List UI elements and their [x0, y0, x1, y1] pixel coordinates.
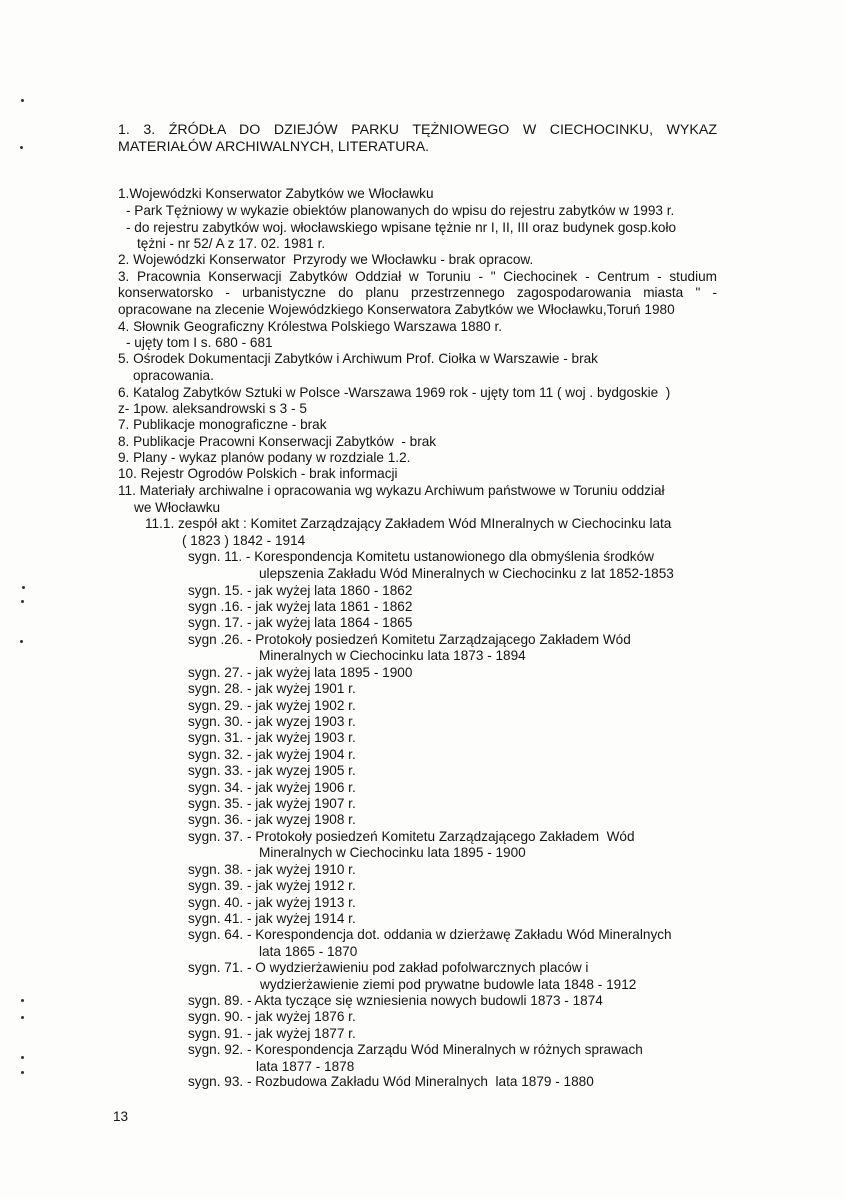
list-item: 7. Publikacje monograficzne - brak: [118, 417, 327, 432]
archive-entry-continuation: ulepszenia Zakładu Wód Mineralnych w Ciechocinku z lat 1852-1853: [259, 566, 674, 581]
list-item: 5. Ośrodek Dokumentacji Zabytków i Archiwum Prof. Ciołka w Warszawie - brak: [118, 351, 598, 366]
archive-entry: sygn. 38. - jak wyżej 1910 r.: [188, 862, 356, 877]
archive-entry: sygn. 90. - jak wyżej 1876 r.: [188, 1009, 356, 1024]
list-item: 10. Rejestr Ogrodów Polskich - brak informacji: [118, 466, 398, 481]
archive-entry: sygn .16. - jak wyżej lata 1861 - 1862: [188, 599, 413, 614]
archive-entry: sygn. 32. - jak wyżej 1904 r.: [188, 747, 356, 762]
archive-entry: sygn. 17. - jak wyżej lata 1864 - 1865: [188, 615, 413, 630]
list-item: 3. Pracownia Konserwacji Zabytków Oddział w Toruniu - " Ciechocinek - Centrum - studium: [118, 269, 717, 284]
scan-speck: [21, 1016, 24, 1019]
list-item: konserwatorsko - urbanistyczne do planu przestrzennego zagospodarowania miasta " -: [118, 285, 717, 300]
list-item: - do rejestru zabytków woj. włocławskiego wpisane tężnie nr I, II, III oraz budynek gosp.koło: [126, 220, 677, 235]
list-item: z- 1pow. aleksandrowski s 3 - 5: [118, 401, 307, 416]
list-item: opracowane na zlecenie Wojewódzkiego Konserwatora Zabytków we Włocławku,Toruń 1980: [118, 302, 675, 317]
archive-entry: sygn. 29. - jak wyżej 1902 r.: [188, 698, 356, 713]
archive-entry: sygn. 91. - jak wyżej 1877 r.: [188, 1026, 356, 1041]
list-item: 11.1. zespół akt : Komitet Zarządzający Zakładem Wód MIneralnych w Ciechocinku lata: [145, 516, 672, 531]
archive-entry: sygn. 33. - jak wyzej 1905 r.: [188, 763, 356, 778]
scan-speck: [21, 999, 24, 1002]
list-item: 9. Plany - wykaz planów podany w rozdziale 1.2.: [118, 450, 411, 465]
scan-speck: [20, 640, 23, 643]
list-item: - Park Tężniowy w wykazie obiektów planowanych do wpisu do rejestru zabytków w 1993 r.: [126, 203, 675, 218]
scan-speck: [21, 99, 24, 102]
archive-entry: sygn. 15. - jak wyżej lata 1860 - 1862: [188, 583, 413, 598]
list-item: 2. Wojewódzki Konserwator Przyrody we Włocławku - brak opracow.: [118, 252, 534, 267]
archive-entry: sygn. 89. - Akta tyczące się wzniesienia nowych budowli 1873 - 1874: [188, 993, 603, 1008]
list-item: 6. Katalog Zabytków Sztuki w Polsce -Warszawa 1969 rok - ujęty tom 11 ( woj . bydgoskie ): [118, 385, 671, 400]
archive-entry: sygn. 39. - jak wyżej 1912 r.: [188, 878, 356, 893]
archive-entry-continuation: Mineralnych w Ciechocinku lata 1873 - 1894: [259, 648, 526, 663]
archive-entry: sygn. 35. - jak wyżej 1907 r.: [188, 796, 356, 811]
archive-entry: sygn .26. - Protokoły posiedzeń Komitetu Zarządzającego Zakładem Wód: [188, 632, 631, 647]
scan-speck: [20, 146, 23, 149]
archive-entry: sygn. 93. - Rozbudowa Zakładu Wód Mineralnych lata 1879 - 1880: [188, 1074, 594, 1089]
archive-entry: sygn. 28. - jak wyżej 1901 r.: [188, 681, 356, 696]
scan-speck: [22, 586, 25, 589]
list-item: tężni - nr 52/ A z 17. 02. 1981 r.: [137, 236, 326, 251]
archive-entry: sygn. 37. - Protokoły posiedzeń Komitetu Zarządzającego Zakładem Wód: [188, 829, 635, 844]
list-item: we Włocławku: [134, 500, 221, 515]
list-item: 8. Publikacje Pracowni Konserwacji Zabytków - brak: [118, 434, 437, 449]
section-title: MATERIAŁÓW ARCHIWALNYCH, LITERATURA.: [118, 139, 430, 155]
archive-entry: sygn. 11. - Korespondencja Komitetu ustanowionego dla obmyślenia środków: [188, 549, 654, 564]
archive-entry: sygn. 27. - jak wyżej lata 1895 - 1900: [188, 665, 413, 680]
archive-entry: sygn. 31. - jak wyżej 1903 r.: [188, 730, 356, 745]
archive-entry: sygn. 71. - O wydzierżawieniu pod zakład pofolwarcznych placów i: [188, 960, 589, 975]
list-item: 1.Wojewódzki Konserwator Zabytków we Włocławku: [118, 186, 434, 201]
archive-entry: sygn. 40. - jak wyżej 1913 r.: [188, 895, 356, 910]
list-item: ( 1823 ) 1842 - 1914: [182, 533, 306, 548]
archive-entry-continuation: Mineralnych w Ciechocinku lata 1895 - 1900: [259, 845, 526, 860]
archive-entry: sygn. 64. - Korespondencja dot. oddania w dzierżawę Zakładu Wód Mineralnych: [188, 927, 672, 942]
section-title: 1. 3. ŹRÓDŁA DO DZIEJÓW PARKU TĘŻNIOWEGO W CIECHOCINKU, WYKAZ: [118, 122, 717, 138]
list-item: 4. Słownik Geograficzny Królestwa Polskiego Warszawa 1880 r.: [118, 319, 503, 334]
archive-entry: sygn. 36. - jak wyzej 1908 r.: [188, 812, 356, 827]
list-item: opracowania.: [133, 368, 214, 383]
list-item: 11. Materiały archiwalne i opracowania wg wykazu Archiwum państwowe w Toruniu oddział: [118, 483, 665, 498]
archive-entry-continuation: lata 1865 - 1870: [259, 944, 358, 959]
scan-speck: [21, 600, 24, 603]
archive-entry: sygn. 34. - jak wyżej 1906 r.: [188, 780, 356, 795]
list-item: - ujęty tom I s. 680 - 681: [126, 335, 273, 350]
archive-entry-continuation: wydzierżawienie ziemi pod prywatne budowle lata 1848 - 1912: [260, 977, 637, 992]
archive-entry-continuation: lata 1877 - 1878: [256, 1059, 355, 1074]
scan-speck: [21, 1071, 24, 1074]
archive-entry: sygn. 92. - Korespondencja Zarządu Wód Mineralnych w różnych sprawach: [188, 1042, 643, 1057]
archive-entry: sygn. 41. - jak wyżej 1914 r.: [188, 911, 356, 926]
archive-entry: sygn. 30. - jak wyzej 1903 r.: [188, 714, 356, 729]
page-number: 13: [113, 1109, 129, 1124]
scan-speck: [21, 1056, 24, 1059]
